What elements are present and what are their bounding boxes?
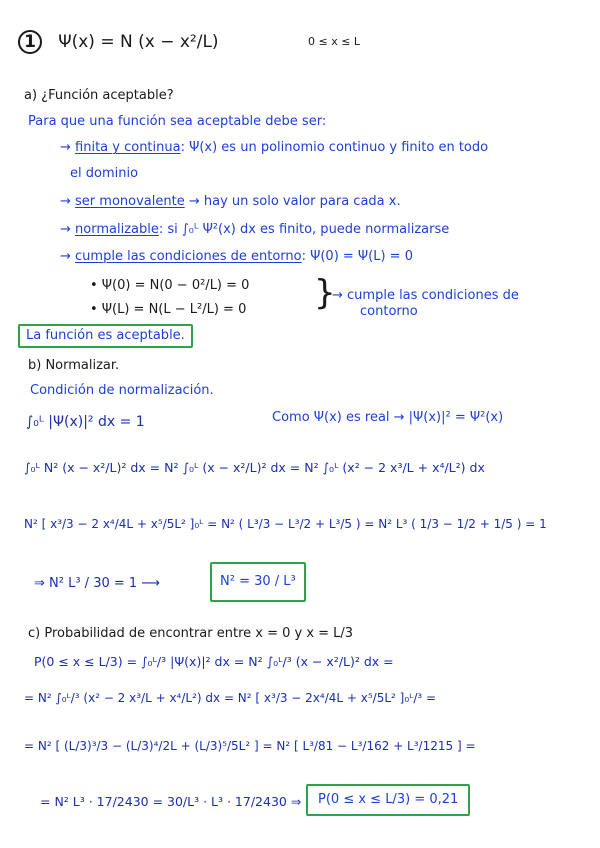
normalization-step-2: N² [ x³/3 − 2 x⁴/4L + x⁵/5L² ]₀ᴸ = N² ( L³/3 − L³/2 + L³/5 ) = N² L³ ( 1/3 − 1/2 + 1/5 ) = 1 bbox=[24, 517, 547, 531]
psi-at-L: • Ψ(L) = N(L − L²/L) = 0 bbox=[90, 302, 247, 317]
exercise-number: 1 bbox=[18, 30, 42, 54]
normalization-condition: ∫₀ᴸ |Ψ(x)|² dx = 1 bbox=[26, 414, 145, 430]
condition-boundary-label: cumple las condiciones de entorno bbox=[75, 249, 302, 264]
real-function-note: Como Ψ(x) es real → |Ψ(x)|² = Ψ²(x) bbox=[272, 410, 504, 425]
condition-finite-text-cont: el dominio bbox=[70, 166, 139, 181]
part-c-heading: c) Probabilidad de encontrar entre x = 0 y x = L/3 bbox=[28, 626, 354, 641]
condition-finite bbox=[60, 140, 488, 156]
condition-normalizable-text: : si ∫₀ᴸ Ψ²(x) dx es finito, puede normalizarse bbox=[158, 222, 450, 237]
brace-note-cont: contorno bbox=[360, 304, 418, 319]
wavefunction-definition: Ψ(x) = N (x − x²/L) bbox=[58, 32, 219, 52]
arrow-icon: → bbox=[60, 194, 76, 209]
psi-at-zero: • Ψ(0) = N(0 − 0²/L) = 0 bbox=[90, 278, 250, 293]
condition-monovalent-label: ser monovalente bbox=[75, 194, 185, 209]
arrow-icon: → bbox=[60, 222, 76, 237]
condition-monovalent-text: → hay un solo valor para cada x. bbox=[188, 194, 401, 209]
conclusion-box: La función es aceptable. bbox=[18, 324, 193, 348]
arrow-icon: → bbox=[60, 249, 76, 264]
brace-note: → cumple las condiciones de bbox=[332, 288, 519, 303]
exercise-header bbox=[18, 30, 219, 54]
probability-step-1: P(0 ≤ x ≤ L/3) = ∫₀ᴸ/³ |Ψ(x)|² dx = N² ∫₀ᴸ/³ (x − x²/L)² dx = bbox=[34, 654, 394, 669]
arrow-icon: → bbox=[60, 140, 76, 155]
condition-normalizable bbox=[60, 222, 449, 238]
probability-step-4: = N² L³ · 17/2430 = 30/L³ · L³ · 17/2430 ⇒ bbox=[40, 794, 302, 809]
brace-icon: } bbox=[314, 273, 336, 313]
normalization-step-3: ⇒ N² L³ / 30 = 1 ⟶ bbox=[34, 576, 160, 591]
normalization-step-1: ∫₀ᴸ N² (x − x²/L)² dx = N² ∫₀ᴸ (x − x²/L)² dx = N² ∫₀ᴸ (x² − 2 x³/L + x⁴/L²) dx bbox=[24, 460, 485, 475]
condition-finite-label: finita y continua bbox=[75, 140, 181, 155]
probability-step-2: = N² ∫₀ᴸ/³ (x² − 2 x³/L + x⁴/L²) dx = N² [ x³/3 − 2x⁴/4L + x⁵/5L² ]₀ᴸ/³ = bbox=[24, 691, 437, 705]
part-b-heading: b) Normalizar. bbox=[28, 358, 120, 373]
normalization-result-box: N² = 30 / L³ bbox=[210, 562, 306, 602]
part-a-intro: Para que una función sea aceptable debe ser: bbox=[28, 114, 327, 129]
part-a-heading: a) ¿Función aceptable? bbox=[24, 88, 174, 103]
condition-normalizable-label: normalizable bbox=[75, 222, 159, 237]
domain-range: 0 ≤ x ≤ L bbox=[308, 35, 361, 48]
probability-result-box: P(0 ≤ x ≤ L/3) = 0,21 bbox=[306, 784, 470, 816]
condition-boundary bbox=[60, 249, 413, 265]
probability-step-3: = N² [ (L/3)³/3 − (L/3)⁴/2L + (L/3)⁵/5L² ] = N² [ L³/81 − L³/162 + L³/1215 ] = bbox=[24, 739, 476, 753]
part-b-subheading: Condición de normalización. bbox=[30, 383, 214, 398]
condition-monovalent bbox=[60, 194, 401, 210]
condition-boundary-text: : Ψ(0) = Ψ(L) = 0 bbox=[301, 249, 413, 264]
condition-finite-text: : Ψ(x) es un polinomio continuo y finito en todo bbox=[180, 140, 489, 155]
